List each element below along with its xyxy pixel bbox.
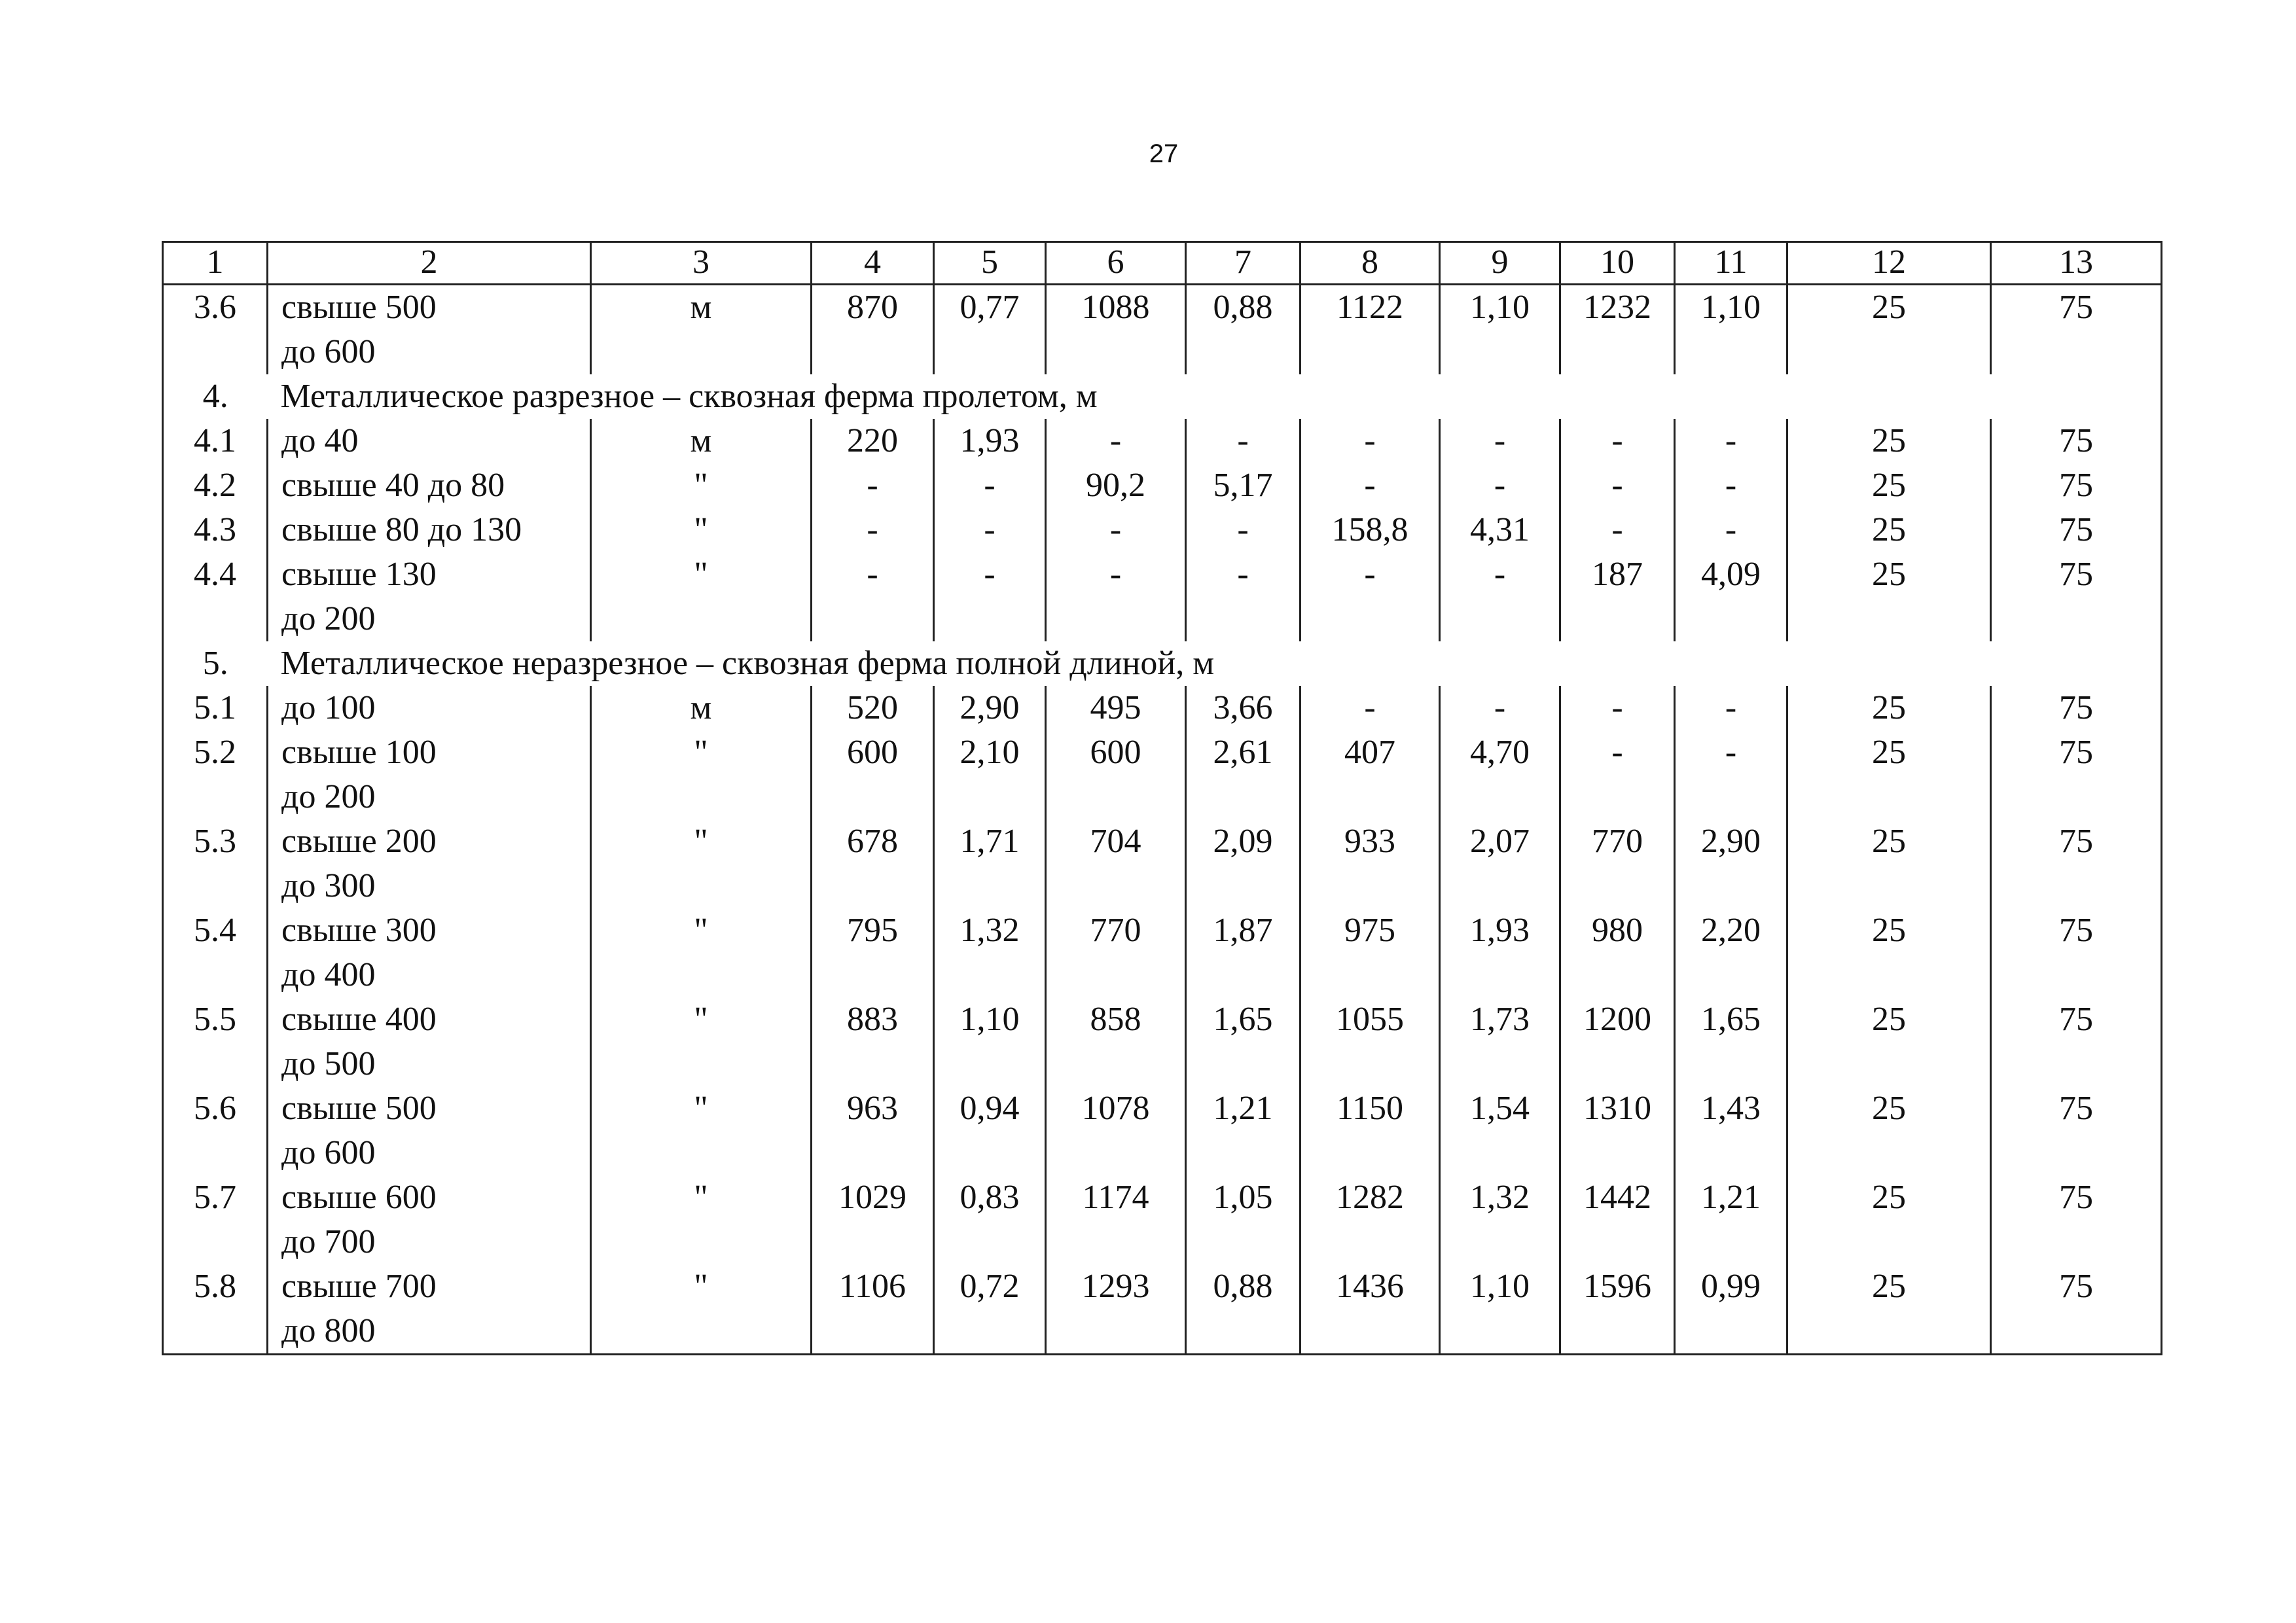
- page-number: 27: [1149, 139, 1179, 168]
- table-cell: 75: [1991, 285, 2162, 375]
- table-cell: -: [1560, 730, 1675, 819]
- table-cell: [268, 1086, 591, 1175]
- table-cell: 5.5: [163, 997, 268, 1086]
- table-cell: 795: [812, 908, 934, 997]
- table-cell: -: [1560, 686, 1675, 730]
- cell-line: свыше 40 до 80: [281, 467, 505, 504]
- table-cell: 75: [1991, 419, 2162, 463]
- table-cell: 678: [812, 819, 934, 908]
- table-cell: 1,71: [934, 819, 1046, 908]
- section-number: 5.: [163, 641, 268, 686]
- table-cell: 1,10: [934, 997, 1046, 1086]
- table-cell: 75: [1991, 552, 2162, 641]
- cell-line: до 200: [281, 778, 376, 815]
- table-cell: 0,88: [1186, 285, 1300, 375]
- table-cell: 75: [1991, 1264, 2162, 1355]
- table-cell: [268, 908, 591, 997]
- table-cell: 1,65: [1675, 997, 1787, 1086]
- table-cell: 883: [812, 997, 934, 1086]
- table-cell: 2,07: [1440, 819, 1560, 908]
- table-cell: 5,17: [1186, 463, 1300, 508]
- table-cell: 1122: [1300, 285, 1440, 375]
- table-cell: 75: [1991, 1086, 2162, 1175]
- cell-line: свыше 130: [281, 556, 437, 593]
- table-cell: 75: [1991, 997, 2162, 1086]
- table-cell: ": [591, 552, 812, 641]
- table-cell: 2,90: [934, 686, 1046, 730]
- table-cell: 770: [1560, 819, 1675, 908]
- cell-line: свыше 100: [281, 734, 437, 771]
- cell-line: свыше 300: [281, 912, 437, 949]
- table-row: [163, 997, 2162, 1086]
- table-cell: -: [934, 508, 1046, 552]
- table-cell: 933: [1300, 819, 1440, 908]
- table-cell: ": [591, 1175, 812, 1264]
- table-cell: 1232: [1560, 285, 1675, 375]
- table-cell: -: [1440, 552, 1560, 641]
- table-cell: 25: [1787, 1175, 1991, 1264]
- table-cell: 963: [812, 1086, 934, 1175]
- column-header-13: 13: [1991, 242, 2162, 285]
- table-cell: 5.7: [163, 1175, 268, 1264]
- table-cell: -: [1300, 463, 1440, 508]
- section-row: [163, 374, 2162, 419]
- table-cell: 0,88: [1186, 1264, 1300, 1355]
- column-header-2: 2: [268, 242, 591, 285]
- table-cell: 4,31: [1440, 508, 1560, 552]
- table-cell: 4.1: [163, 419, 268, 463]
- table-cell: 858: [1046, 997, 1186, 1086]
- column-header-3: 3: [591, 242, 812, 285]
- table-cell: 870: [812, 285, 934, 375]
- table-cell: 5.6: [163, 1086, 268, 1175]
- table-row: [163, 819, 2162, 908]
- table-cell: -: [1675, 419, 1787, 463]
- table-cell: -: [1440, 463, 1560, 508]
- table-cell: 90,2: [1046, 463, 1186, 508]
- table-cell: 4.2: [163, 463, 268, 508]
- cell-line: свыше 80 до 130: [281, 511, 522, 548]
- table-cell: 1596: [1560, 1264, 1675, 1355]
- table-cell: 5.8: [163, 1264, 268, 1355]
- table-cell: 1,05: [1186, 1175, 1300, 1264]
- column-header-11: 11: [1675, 242, 1787, 285]
- table-cell: 0,83: [934, 1175, 1046, 1264]
- table-cell: 980: [1560, 908, 1675, 997]
- table-cell: [268, 686, 591, 730]
- table-body: [163, 285, 2162, 1355]
- table-cell: 1,10: [1440, 1264, 1560, 1355]
- table-row: [163, 552, 2162, 641]
- table-cell: 25: [1787, 419, 1991, 463]
- table-cell: ": [591, 819, 812, 908]
- table-cell: -: [1440, 419, 1560, 463]
- table-cell: 1,10: [1675, 285, 1787, 375]
- table-row: [163, 1086, 2162, 1175]
- table-cell: 5.3: [163, 819, 268, 908]
- table-cell: 0,99: [1675, 1264, 1787, 1355]
- table-cell: 4.4: [163, 552, 268, 641]
- table-row: [163, 285, 2162, 375]
- table-row: [163, 508, 2162, 552]
- data-table: [162, 241, 2162, 1355]
- table-cell: 25: [1787, 285, 1991, 375]
- table-cell: 25: [1787, 819, 1991, 908]
- cell-line: до 100: [281, 689, 376, 726]
- table-cell: 1,21: [1186, 1086, 1300, 1175]
- section-number: 4.: [163, 374, 268, 419]
- table-cell: 75: [1991, 730, 2162, 819]
- table-cell: -: [1300, 686, 1440, 730]
- table-cell: -: [1300, 552, 1440, 641]
- table-cell: 600: [1046, 730, 1186, 819]
- table-cell: 5.1: [163, 686, 268, 730]
- table-cell: 25: [1787, 463, 1991, 508]
- section-title: Металлическое неразрезное – сквозная ферма полной длиной, м: [268, 641, 2162, 686]
- table-cell: 407: [1300, 730, 1440, 819]
- cell-line: свыше 200: [281, 823, 437, 860]
- table-cell: -: [812, 463, 934, 508]
- table-cell: 75: [1991, 463, 2162, 508]
- table-cell: [268, 819, 591, 908]
- table-cell: 75: [1991, 686, 2162, 730]
- column-header-10: 10: [1560, 242, 1675, 285]
- table-cell: 704: [1046, 819, 1186, 908]
- table-cell: 25: [1787, 997, 1991, 1086]
- cell-line: свыше 400: [281, 1001, 437, 1038]
- table-cell: [268, 997, 591, 1086]
- table-cell: 158,8: [1300, 508, 1440, 552]
- table-cell: [268, 508, 591, 552]
- table-cell: ": [591, 1086, 812, 1175]
- table-cell: 75: [1991, 908, 2162, 997]
- column-header-7: 7: [1186, 242, 1300, 285]
- table-cell: 1310: [1560, 1086, 1675, 1175]
- table-cell: 1282: [1300, 1175, 1440, 1264]
- table-cell: 0,77: [934, 285, 1046, 375]
- table-cell: 25: [1787, 552, 1991, 641]
- table-cell: ": [591, 908, 812, 997]
- table-row: [163, 908, 2162, 997]
- section-title: Металлическое разрезное – сквозная ферма пролетом, м: [268, 374, 2162, 419]
- table-cell: -: [1046, 419, 1186, 463]
- table-cell: -: [1675, 508, 1787, 552]
- table-cell: 1,87: [1186, 908, 1300, 997]
- cell-line: до 300: [281, 867, 376, 904]
- cell-line: до 400: [281, 956, 376, 993]
- table-cell: [268, 463, 591, 508]
- column-header-1: 1: [163, 242, 268, 285]
- table-cell: 25: [1787, 1086, 1991, 1175]
- table-cell: -: [812, 508, 934, 552]
- table-row: [163, 686, 2162, 730]
- table-cell: 0,94: [934, 1086, 1046, 1175]
- table-cell: 770: [1046, 908, 1186, 997]
- table-cell: -: [1560, 508, 1675, 552]
- table-cell: 2,09: [1186, 819, 1300, 908]
- table-cell: 2,20: [1675, 908, 1787, 997]
- table-cell: 1,21: [1675, 1175, 1787, 1264]
- table-cell: 1106: [812, 1264, 934, 1355]
- cell-line: свыше 600: [281, 1179, 437, 1216]
- table-cell: 2,10: [934, 730, 1046, 819]
- table-cell: 600: [812, 730, 934, 819]
- table-cell: ": [591, 1264, 812, 1355]
- table-cell: 0,72: [934, 1264, 1046, 1355]
- table-cell: 1088: [1046, 285, 1186, 375]
- table-cell: 25: [1787, 686, 1991, 730]
- table-cell: 75: [1991, 508, 2162, 552]
- cell-line: до 200: [281, 600, 376, 637]
- cell-line: свыше 700: [281, 1268, 437, 1305]
- table-cell: 1,10: [1440, 285, 1560, 375]
- table-cell: 5.4: [163, 908, 268, 997]
- column-header-9: 9: [1440, 242, 1560, 285]
- table-row: [163, 1175, 2162, 1264]
- column-header-5: 5: [934, 242, 1046, 285]
- table-cell: -: [1186, 552, 1300, 641]
- cell-line: до 600: [281, 1134, 376, 1171]
- table-cell: -: [1560, 419, 1675, 463]
- table-cell: -: [1046, 508, 1186, 552]
- table-cell: ": [591, 997, 812, 1086]
- table-cell: -: [1675, 730, 1787, 819]
- table-cell: м: [591, 419, 812, 463]
- table-cell: 1,54: [1440, 1086, 1560, 1175]
- table-cell: -: [934, 552, 1046, 641]
- cell-line: свыше 500: [281, 1090, 437, 1127]
- cell-line: до 40: [281, 422, 359, 459]
- table-row: [163, 419, 2162, 463]
- table-cell: 4.3: [163, 508, 268, 552]
- table-cell: ": [591, 730, 812, 819]
- section-row: [163, 641, 2162, 686]
- column-header-4: 4: [812, 242, 934, 285]
- table-cell: 4,09: [1675, 552, 1787, 641]
- table-cell: 1,93: [934, 419, 1046, 463]
- table-cell: [268, 1264, 591, 1355]
- table-cell: 5.2: [163, 730, 268, 819]
- table-cell: -: [1186, 419, 1300, 463]
- table-cell: 2,61: [1186, 730, 1300, 819]
- table-cell: 1,43: [1675, 1086, 1787, 1175]
- table-cell: -: [1560, 463, 1675, 508]
- column-header-8: 8: [1300, 242, 1440, 285]
- table-row: [163, 1264, 2162, 1355]
- table-cell: -: [812, 552, 934, 641]
- table-cell: 4,70: [1440, 730, 1560, 819]
- table-cell: 75: [1991, 1175, 2162, 1264]
- table-cell: 1,65: [1186, 997, 1300, 1086]
- column-header-6: 6: [1046, 242, 1186, 285]
- table-cell: 3,66: [1186, 686, 1300, 730]
- table-cell: 25: [1787, 1264, 1991, 1355]
- table-cell: 1174: [1046, 1175, 1186, 1264]
- table-cell: 2,90: [1675, 819, 1787, 908]
- table-cell: -: [1675, 686, 1787, 730]
- table-cell: ": [591, 508, 812, 552]
- table-cell: 1078: [1046, 1086, 1186, 1175]
- cell-line: до 600: [281, 333, 376, 370]
- table-cell: 1029: [812, 1175, 934, 1264]
- table-cell: 1293: [1046, 1264, 1186, 1355]
- table-row: [163, 463, 2162, 508]
- table-cell: 975: [1300, 908, 1440, 997]
- header-row: [163, 242, 2162, 285]
- table-cell: 3.6: [163, 285, 268, 375]
- table-cell: -: [1300, 419, 1440, 463]
- cell-line: до 700: [281, 1223, 376, 1260]
- table-cell: 1436: [1300, 1264, 1440, 1355]
- table-cell: 1442: [1560, 1175, 1675, 1264]
- table-cell: 1150: [1300, 1086, 1440, 1175]
- table-cell: 1,73: [1440, 997, 1560, 1086]
- table-cell: 75: [1991, 819, 2162, 908]
- table-cell: 1,93: [1440, 908, 1560, 997]
- table-cell: -: [1440, 686, 1560, 730]
- table-cell: 25: [1787, 730, 1991, 819]
- table-cell: -: [1675, 463, 1787, 508]
- table-cell: м: [591, 686, 812, 730]
- table-cell: 25: [1787, 508, 1991, 552]
- table-cell: 25: [1787, 908, 1991, 997]
- table-cell: 495: [1046, 686, 1186, 730]
- table-cell: -: [934, 463, 1046, 508]
- table-cell: 520: [812, 686, 934, 730]
- cell-line: до 500: [281, 1045, 376, 1082]
- table-cell: 187: [1560, 552, 1675, 641]
- table-cell: [268, 1175, 591, 1264]
- table-cell: -: [1046, 552, 1186, 641]
- column-header-12: 12: [1787, 242, 1991, 285]
- table-row: [163, 730, 2162, 819]
- table-cell: -: [1186, 508, 1300, 552]
- table-cell: 220: [812, 419, 934, 463]
- table-cell: 1055: [1300, 997, 1440, 1086]
- table-cell: 1200: [1560, 997, 1675, 1086]
- cell-line: до 800: [281, 1312, 376, 1349]
- table-cell: [268, 552, 591, 641]
- table-cell: 1,32: [1440, 1175, 1560, 1264]
- cell-line: свыше 500: [281, 289, 437, 326]
- table-cell: 1,32: [934, 908, 1046, 997]
- table-cell: [268, 730, 591, 819]
- table-cell: м: [591, 285, 812, 375]
- table-cell: [268, 419, 591, 463]
- table-cell: [268, 285, 591, 375]
- table-cell: ": [591, 463, 812, 508]
